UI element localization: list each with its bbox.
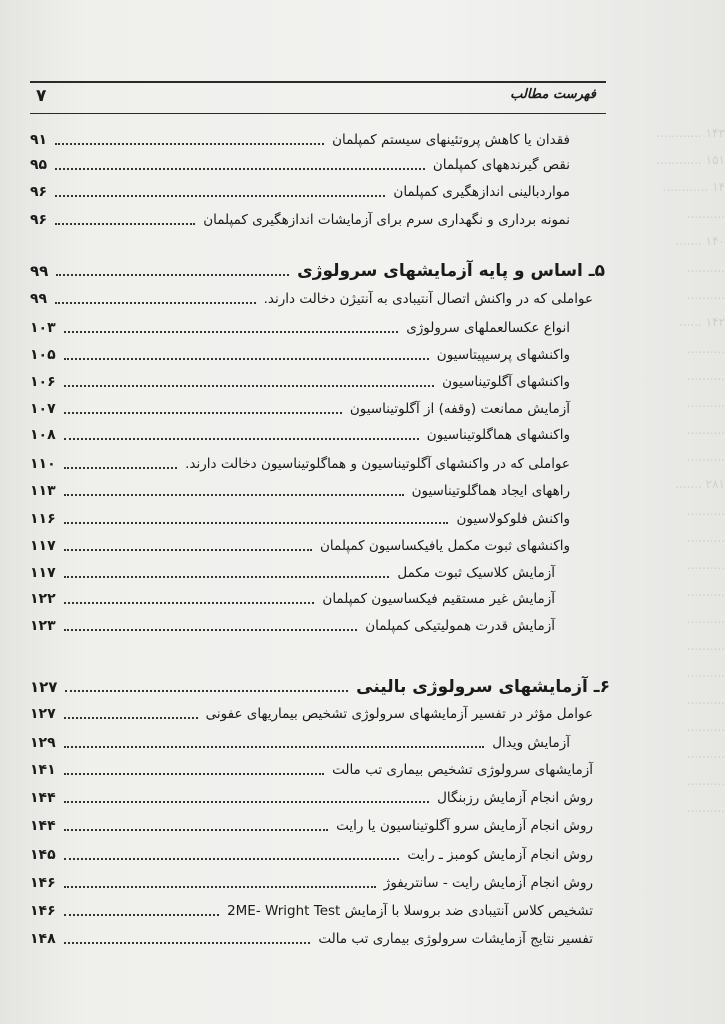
toc-leader-dots [64, 549, 312, 551]
toc-entry [30, 128, 570, 152]
toc-page-number: ۱۴۸ [30, 931, 56, 947]
toc-leader-dots [64, 829, 328, 831]
toc-page-number: ۹۹ [30, 291, 48, 307]
toc-leader-dots [64, 494, 404, 496]
toc-leader-dots [64, 801, 429, 803]
toc-entry [30, 479, 570, 503]
toc-leader-dots [64, 331, 398, 333]
toc-entry [30, 180, 570, 204]
toc-entry-title: آزمایش ویدال [492, 735, 570, 751]
toc-entry [30, 153, 570, 177]
toc-entry [30, 561, 555, 585]
toc-entry-title: آزمایش کلاسیک ثبوت مکمل [397, 565, 555, 581]
toc-page-number: ۹۹ [30, 262, 49, 280]
toc-page-number: ۱۰۸ [30, 427, 56, 443]
toc-entry [30, 423, 570, 447]
toc-entry [30, 370, 570, 394]
toc-entry [30, 287, 593, 311]
toc-page-number: ۱۱۷ [30, 565, 56, 581]
toc-page-number: ۹۱ [30, 132, 48, 148]
toc-leader-dots [64, 358, 429, 360]
toc-chapter-heading [30, 675, 610, 699]
toc-entry [30, 702, 593, 726]
toc-page-number: ۹۵ [30, 157, 48, 173]
header-page-number: ۷ [36, 86, 47, 106]
toc-page-number: ۱۱۰ [30, 456, 56, 472]
toc-page-number: ۱۰۶ [30, 374, 56, 390]
toc-leader-dots [64, 886, 376, 888]
toc-entry [30, 927, 593, 951]
toc-entry-title: واکنشهای پرسیپیتاسیون [436, 347, 570, 363]
toc-page-number: ۱۴۴ [30, 818, 56, 834]
toc-leader-dots [64, 914, 219, 916]
toc-entry-title: آزمایشهای سرولوژی تشخیص بیماری تب مالت [332, 762, 593, 778]
toc-page-number: ۱۰۳ [30, 320, 56, 336]
toc-entry [30, 899, 593, 923]
toc-entry-title: مواردبالینی اندازهگیری کمپلمان [393, 184, 570, 200]
toc-leader-dots [64, 629, 357, 631]
toc-entry [30, 343, 570, 367]
toc-page-number: ۱۲۷ [30, 678, 58, 696]
toc-page-number: ۹۶ [30, 212, 48, 228]
bleed-through-text: ۱۴۳ ............ ۱۵۱ ............ ۱۴ ............ .......... ۱۴۰ ....... .......... .......... ۱۴۲ ...... .......... .......... .......... .......... .......... ۲۸۱ ....... .......... .......... .......... .......... .......... .......... .......... .......... .......... .......... .......... .......... [656, 126, 725, 815]
toc-entry-title: واکنشهای ثبوت مکمل یافیکساسیون کمپلمان [319, 538, 570, 554]
toc-entry-title: عوامل مؤثر در تفسیر آزمایشهای سرولوژی تشخیص بیماریهای عفونی [205, 706, 593, 722]
toc-leader-dots [55, 223, 195, 225]
toc-entry-title: آزمایش قدرت همولیتیکی کمپلمان [365, 618, 555, 634]
toc-entry-title: روش انجام آزمایش رایت - سانتریفوژ [383, 875, 593, 891]
toc-entry-title: واکنشهای هماگلوتیناسیون [426, 427, 570, 443]
toc-entry-title: نقص گیرندههای کمپلمان [432, 157, 570, 173]
toc-leader-dots [64, 773, 324, 775]
toc-entry-title: عواملی که در واکنش اتصال آنتیبادی به آنتیژن دخالت دارند. [263, 291, 593, 307]
toc-entry [30, 843, 593, 867]
toc-chapter-heading [30, 259, 605, 283]
toc-entry [30, 507, 570, 531]
toc-entry [30, 452, 570, 476]
toc-entry-title: واکنشهای آگلوتیناسیون [442, 374, 570, 390]
toc-entry-title: آزمایش ممانعت (وقفه) از آگلوتیناسیون [349, 401, 570, 417]
toc-leader-dots [64, 522, 448, 524]
toc-entry-title: عواملی که در واکنشهای آگلوتیناسیون و هماگلوتیناسیون دخالت دارند. [185, 456, 570, 472]
toc-page-number: ۱۰۵ [30, 347, 56, 363]
toc-entry-title: تفسیر نتایج آزمایشات سرولوژی بیماری تب مالت [318, 931, 593, 947]
toc-leader-dots [55, 302, 256, 304]
toc-entry [30, 208, 570, 232]
toc-entry [30, 871, 593, 895]
toc-entry [30, 786, 593, 810]
toc-page-number: ۱۲۲ [30, 591, 56, 607]
toc-page-number: ۱۲۳ [30, 618, 56, 634]
toc-entry [30, 397, 570, 421]
toc-entry-title: فقدان یا کاهش پروتئینهای سیستم کمپلمان [332, 132, 570, 148]
toc-entry-title: راههای ایجاد هماگلوتیناسیون [411, 483, 570, 499]
toc-entry-title: ۶ـ آزمایشهای سرولوژی بالینی [356, 677, 610, 697]
toc-leader-dots [64, 385, 434, 387]
toc-entry-title: ۵ـ اساس و پایه آزمایشهای سرولوژی [297, 261, 605, 281]
toc-leader-dots [64, 717, 198, 719]
toc-entry [30, 758, 593, 782]
toc-page-number: ۱۱۶ [30, 511, 56, 527]
toc-entry [30, 731, 570, 755]
toc-leader-dots [64, 858, 399, 860]
toc-entry [30, 534, 570, 558]
toc-entry-title: روش انجام آزمایش سرو آگلوتیناسیون یا رایت [336, 818, 593, 834]
toc-page-number: ۱۴۶ [30, 875, 56, 891]
toc-page-number: ۱۴۴ [30, 790, 56, 806]
toc-leader-dots [56, 274, 289, 276]
toc-entry-title: واکنش فلوکولاسیون [456, 511, 570, 527]
toc-entry-title: انواع عکسالعملهای سرولوژی [406, 320, 570, 336]
toc-entry-title: آزمایش غیر مستقیم فیکساسیون کمپلمان [322, 591, 555, 607]
toc-page-number: ۹۶ [30, 184, 48, 200]
toc-leader-dots [64, 746, 484, 748]
toc-leader-dots [55, 168, 425, 170]
toc-entry-title: تشخیص کلاس آنتیبادی ضد بروسلا با آزمایش 2ME- Wright Test [227, 903, 593, 919]
toc-leader-dots [55, 143, 324, 145]
toc-leader-dots [64, 412, 342, 414]
toc-entry-title: روش انجام آزمایش رزبنگال [437, 790, 593, 806]
toc-page-number: ۱۰۷ [30, 401, 56, 417]
toc-page-number: ۱۴۱ [30, 762, 56, 778]
toc-page-number: ۱۲۹ [30, 735, 56, 751]
toc-page-number: ۱۴۵ [30, 847, 56, 863]
toc-entry [30, 614, 555, 638]
toc-entry-title: روش انجام آزمایش کومبز ـ رایت [407, 847, 593, 863]
toc-page-number: ۱۱۳ [30, 483, 56, 499]
toc-entry [30, 587, 555, 611]
toc-entry [30, 814, 593, 838]
toc-leader-dots [65, 690, 348, 692]
toc-leader-dots [64, 438, 419, 440]
toc-leader-dots [64, 602, 314, 604]
toc-page-number: ۱۱۷ [30, 538, 56, 554]
toc-page-number: ۱۲۷ [30, 706, 56, 722]
header-title: فهرست مطالب [510, 87, 596, 102]
toc-leader-dots [64, 467, 177, 469]
toc-leader-dots [55, 195, 385, 197]
toc-leader-dots [64, 942, 310, 944]
toc-entry [30, 316, 570, 340]
toc-page-number: ۱۴۶ [30, 903, 56, 919]
toc-leader-dots [64, 576, 389, 578]
toc-entry-title: نمونه برداری و نگهداری سرم برای آزمایشات اندازهگیری کمپلمان [203, 212, 570, 228]
